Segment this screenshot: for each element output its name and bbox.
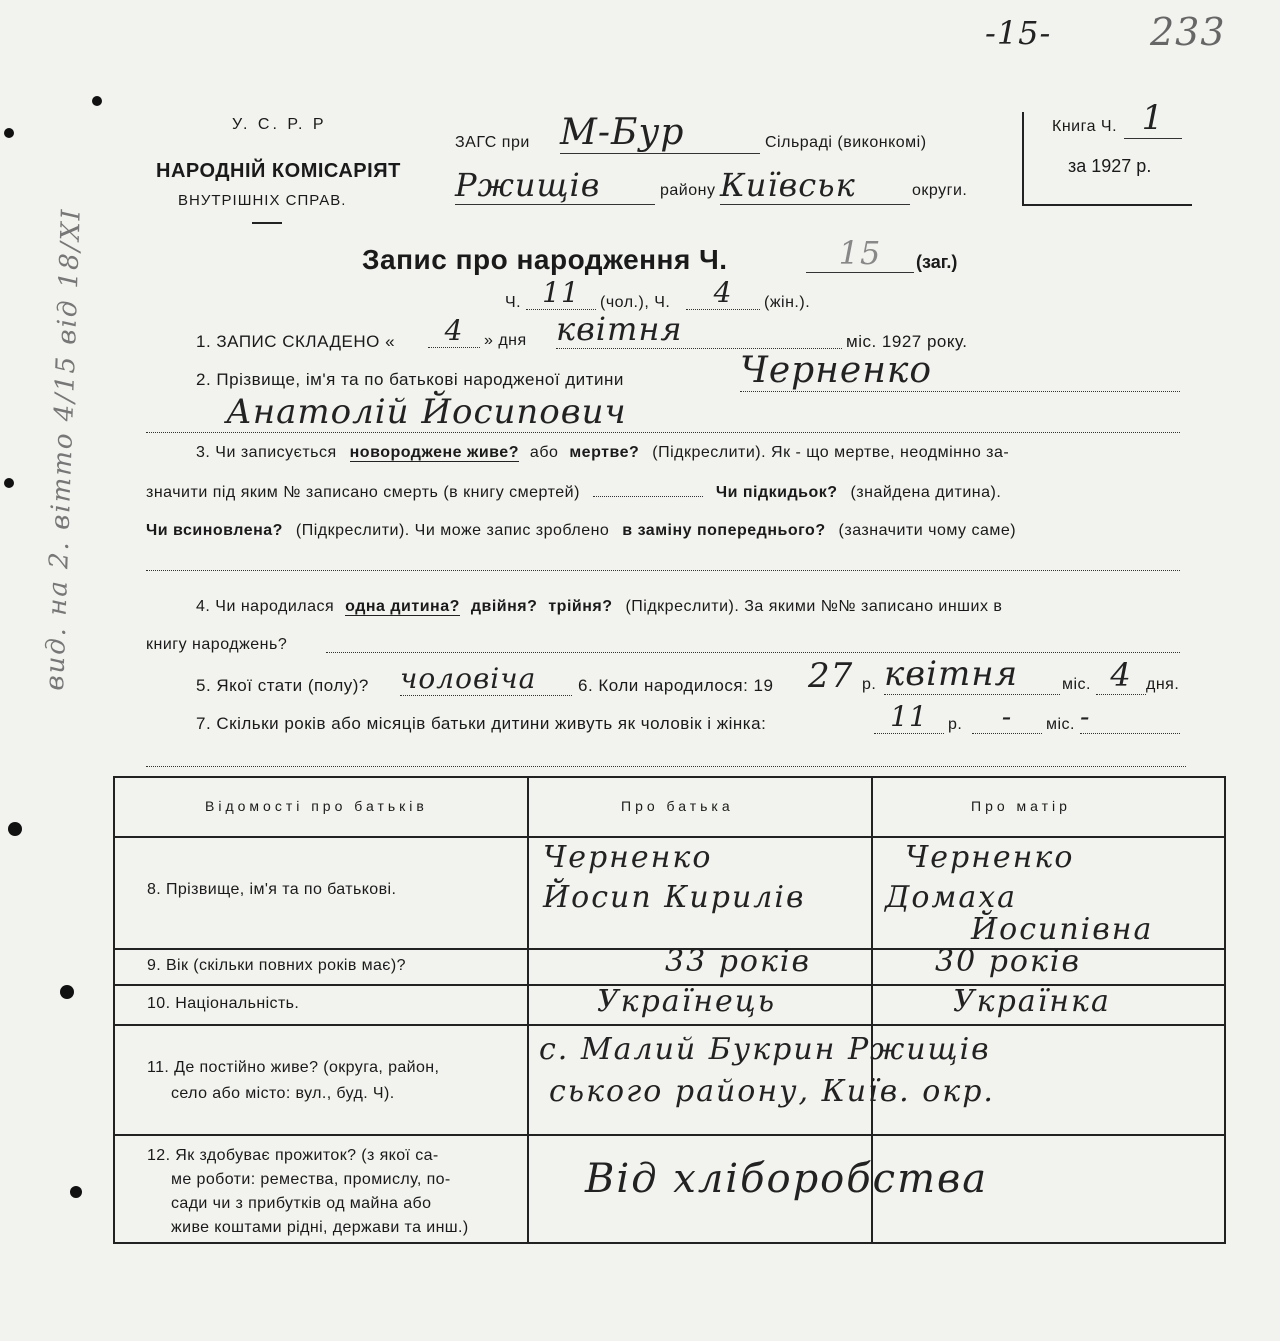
row-name-label: 8. Прізвище, ім'я та по батькові.: [147, 881, 397, 898]
record-title-suffix: (заг.): [916, 252, 958, 272]
punch-hole: [92, 96, 102, 106]
birth-year-suffix: р.: [862, 676, 877, 693]
punch-hole: [4, 478, 14, 488]
item3-l2-a: значити під яким № записано смерть (в книгу смертей): [146, 484, 580, 501]
item7-label: 7. Скільки років або місяців батьки дитини живуть як чоловік і жінка:: [196, 714, 767, 733]
item2-label: 2. Прізвище, ім'я та по батькові народженої дитини: [196, 370, 624, 389]
book-label: Книга Ч.: [1052, 118, 1118, 135]
marriage-months: -: [972, 700, 1042, 734]
row-livelihood-label-1: 12. Як здобуває прожиток? (з якої са-: [147, 1147, 439, 1164]
child-names: Анатолій Йосипович: [146, 392, 1180, 433]
marriage-months-suffix: міс.: [1046, 716, 1075, 733]
item4-line1: [196, 598, 1002, 616]
female-label: (жін.).: [764, 294, 811, 311]
death-number-blank: [593, 496, 703, 497]
mother-age: 30 років: [935, 944, 1081, 979]
punch-hole: [70, 1186, 82, 1198]
zags-okrug: Київськ: [720, 166, 910, 205]
item6-label: 6. Коли народилося: 19: [578, 676, 774, 695]
zags-district-label: району: [660, 182, 716, 199]
row-age-label: 9. Вік (скільки повних років має)?: [147, 957, 406, 974]
item3-line3: [146, 522, 1016, 540]
male-count: 11: [526, 276, 596, 310]
marriage-tail: -: [1080, 700, 1180, 734]
header-parents-info: Відомості про батьків: [205, 798, 428, 814]
zags-council: Сільраді (виконкомі): [765, 134, 927, 151]
item3-l2-c: (знайдена дитина).: [850, 484, 1002, 501]
father-names: Йосип Кирилів: [543, 880, 806, 915]
item4-triplets: трійня?: [548, 598, 613, 615]
commissariat-label: НАРОДНІЙ КОМІСАРІЯТ: [156, 160, 401, 182]
female-count: 4: [686, 276, 760, 310]
department-label: ВНУТРІШНІХ СПРАВ.: [178, 192, 347, 209]
birth-month-suffix: міс.: [1062, 676, 1091, 693]
mother-nationality: Українка: [953, 984, 1111, 1019]
item3-l1-a: 3. Чи записується: [196, 444, 337, 461]
row-livelihood-label-2: ме роботи: ремества, промислу, по-: [171, 1171, 451, 1188]
margin-note: вид. на 2. вітто 4/15 від 18/XI: [40, 207, 87, 692]
birth-day: 4: [1096, 656, 1146, 695]
item1-suffix: міс. 1927 року.: [846, 332, 968, 351]
item3-blank-line: [146, 570, 1180, 571]
item3-adopted: Чи всиновлена?: [146, 522, 283, 539]
livelihood: Від хліборобства: [585, 1156, 989, 1202]
book-number: 1: [1124, 98, 1182, 139]
item4-l1-a: 4. Чи народилася: [196, 598, 335, 615]
item1-month: квітня: [556, 310, 842, 349]
birth-day-suffix: дня.: [1146, 676, 1180, 693]
child-sex: чоловіча: [400, 662, 572, 696]
item7-blank: [146, 766, 1186, 767]
item3-dead: мертве?: [569, 444, 640, 461]
row-residence-label-1: 11. Де постійно живе? (округа, район,: [147, 1059, 440, 1076]
table-row-divider: [115, 1024, 1224, 1026]
item1-prefix: 1. ЗАПИС СКЛАДЕНО «: [196, 332, 396, 351]
mother-first-name: Домаха: [885, 880, 1018, 915]
birth-year: 27: [808, 656, 854, 696]
zags-okrug-label: округи.: [912, 182, 968, 199]
record-number: 15: [806, 234, 914, 273]
item3-foundling: Чи підкидьок?: [715, 484, 838, 501]
archive-number: 233: [1150, 10, 1226, 54]
republic-label: У. С. Р. Р: [232, 116, 327, 133]
header-father: Про батька: [621, 798, 734, 814]
item3-line1: [196, 444, 1009, 462]
row-nationality-label: 10. Національність.: [147, 995, 300, 1012]
row-residence-label-2: село або місто: вул., буд. Ч).: [171, 1085, 395, 1102]
item4-single: одна дитина?: [345, 598, 460, 615]
birth-month: квітня: [884, 654, 1060, 695]
punch-hole: [8, 822, 22, 836]
punch-hole: [60, 985, 74, 999]
item3-alive: новороджене живе?: [349, 444, 519, 461]
item3-l3-b: (Підкреслити). Чи може запис зроблено: [295, 522, 610, 539]
book-year: за 1927 р.: [1068, 156, 1152, 176]
header-rule: [252, 222, 282, 224]
row-livelihood-label-3: сади чи з прибутків од майна або: [171, 1195, 432, 1212]
counts-prefix: Ч.: [505, 294, 522, 311]
father-nationality: Українець: [597, 984, 777, 1019]
item3-replacement: в заміну попереднього?: [622, 522, 826, 539]
table-col-divider: [527, 778, 529, 1242]
item3-l3-d: (зазначити чому саме): [838, 522, 1017, 539]
mother-patronymic: Йосипівна: [971, 912, 1154, 947]
item3-line2: [146, 484, 1001, 502]
father-age: 33 років: [665, 944, 811, 979]
residence-line-1: с. Малий Букрин Ржищів: [539, 1032, 991, 1067]
item3-l1-e: (Підкреслити). Як - що мертве, неодмінно за-: [652, 444, 1010, 461]
row-livelihood-label-4: живе коштами рідні, держави та инш.): [171, 1219, 469, 1236]
zags-village: М-Бур: [560, 112, 760, 154]
zags-district: Ржищів: [455, 166, 655, 205]
punch-hole: [4, 128, 14, 138]
marriage-years-suffix: р.: [948, 716, 963, 733]
zags-prefix: ЗАГС при: [455, 134, 530, 151]
mother-surname: Черненко: [905, 840, 1075, 875]
child-surname: Черненко: [740, 350, 1180, 392]
item4-blank: [326, 652, 1180, 653]
item4-twins: двійня?: [470, 598, 538, 615]
record-title: Запис про народження Ч.: [362, 244, 728, 275]
father-surname: Черненко: [543, 840, 713, 875]
sheet-number: -15-: [985, 14, 1052, 52]
parents-table: [113, 776, 1226, 1244]
table-row-divider: [115, 836, 1224, 838]
item1-day: 4: [428, 314, 480, 348]
male-label: (чол.), Ч.: [600, 294, 671, 311]
item4-l1-e: (Підкреслити). За якими №№ записано инших в: [625, 598, 1003, 615]
table-row-divider: [115, 1134, 1224, 1136]
marriage-years: 11: [874, 700, 944, 734]
item1-mid: » дня: [484, 332, 527, 349]
header-mother: Про матір: [971, 798, 1071, 814]
item4-line2: книгу народжень?: [146, 636, 288, 653]
item5-label: 5. Якої стати (полу)?: [196, 676, 369, 695]
item3-l1-c: або: [529, 444, 559, 461]
residence-line-2: ського району, Київ. окр.: [549, 1074, 995, 1109]
